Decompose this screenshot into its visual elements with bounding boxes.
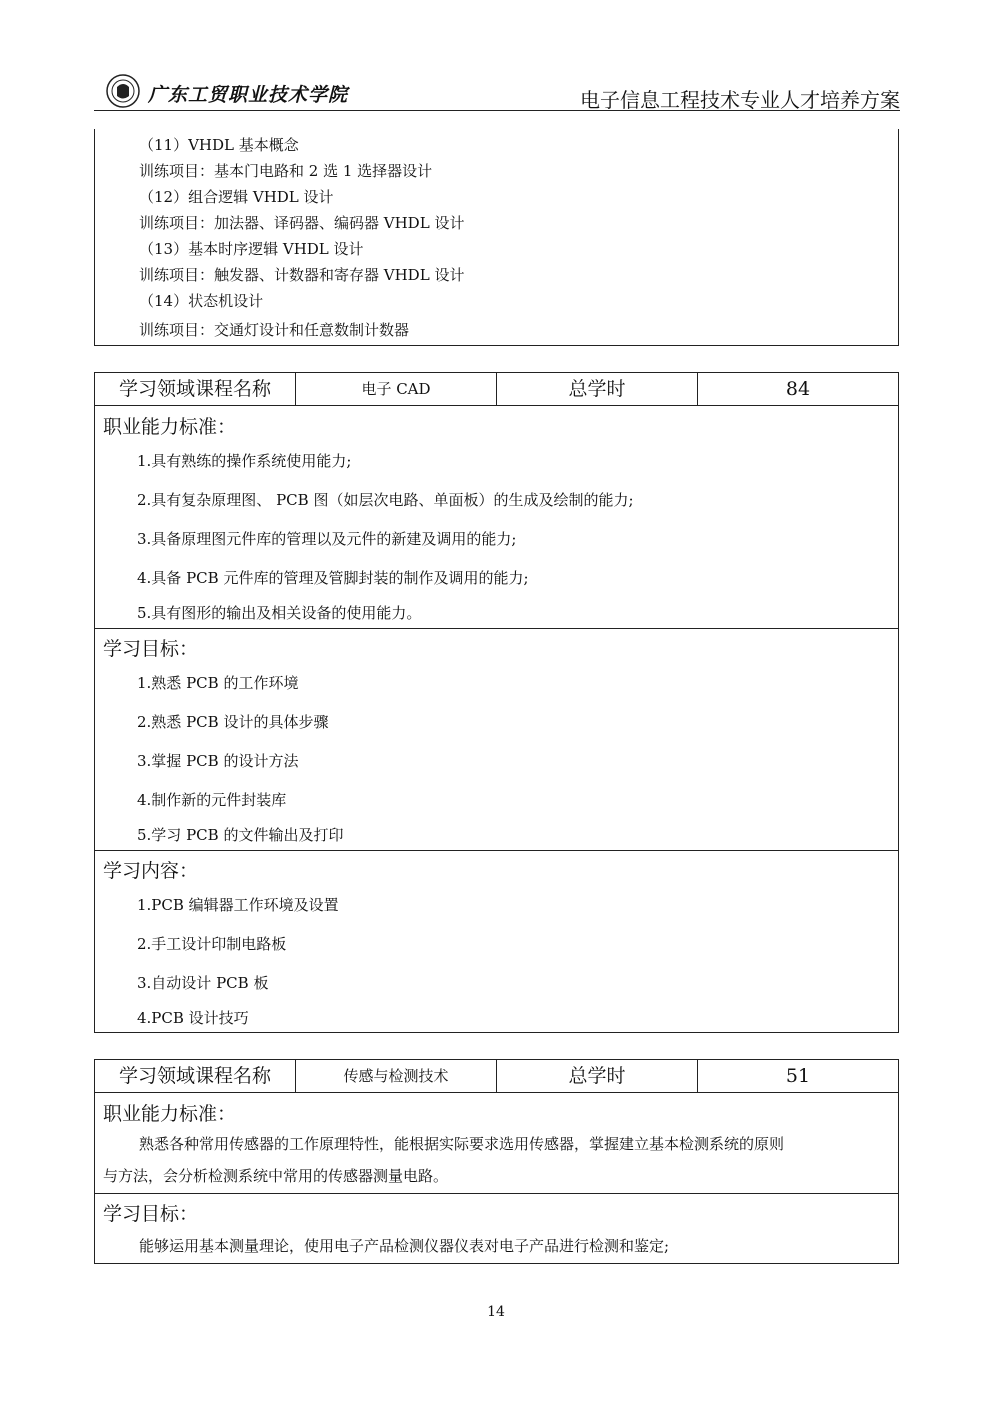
list-item: 训练项目：加法器、译码器、编码器 VHDL 设计 — [139, 214, 465, 232]
list-item: 1.熟悉 PCB 的工作环境 — [137, 674, 299, 692]
paragraph-line: 熟悉各种常用传感器的工作原理特性，能根据实际要求选用传感器，掌握建立基本检测系统的原则 — [139, 1135, 785, 1153]
total-hours-label: 总学时 — [497, 1060, 698, 1092]
list-item: 训练项目：交通灯设计和任意数制计数器 — [139, 321, 410, 339]
document-title: 电子信息工程技术专业人才培养方案 — [580, 88, 900, 112]
course-name-value: 电子 CAD — [296, 373, 497, 405]
paragraph-line: 能够运用基本测量理论，使用电子产品检测仪器仪表对电子产品进行检测和鉴定; — [139, 1237, 670, 1255]
paragraph-line: 与方法，会分析检测系统中常用的传感器测量电路。 — [103, 1167, 449, 1185]
list-item: （13）基本时序逻辑 VHDL 设计 — [139, 240, 364, 258]
list-item: 3.自动设计 PCB 板 — [137, 974, 269, 992]
course-header-row — [95, 373, 898, 406]
cad-course-table — [94, 372, 899, 1033]
sensor-course-table — [94, 1059, 899, 1264]
section-divider — [95, 850, 898, 851]
learning-goal-title: 学习目标： — [103, 638, 199, 660]
page-header — [94, 66, 900, 111]
vhdl-continuation-box — [94, 129, 899, 346]
section-divider — [95, 628, 898, 629]
course-name-value: 传感与检测技术 — [296, 1060, 497, 1092]
list-item: 4.PCB 设计技巧 — [137, 1009, 249, 1027]
school-name: 广东工贸职业技术学院 — [148, 84, 349, 106]
list-item: 3.具备原理图元件库的管理以及元件的新建及调用的能力; — [137, 530, 517, 548]
list-item: 1.PCB 编辑器工作环境及设置 — [137, 896, 339, 914]
ability-standard-title: 职业能力标准： — [103, 1103, 237, 1125]
list-item: 2.手工设计印制电路板 — [137, 935, 287, 953]
school-logo-icon — [106, 74, 140, 108]
page-number: 14 — [487, 1304, 505, 1320]
learning-goal-title: 学习目标： — [103, 1203, 199, 1225]
list-item: 5.学习 PCB 的文件输出及打印 — [137, 826, 344, 844]
list-item: 训练项目：触发器、计数器和寄存器 VHDL 设计 — [139, 266, 465, 284]
total-hours-label: 总学时 — [497, 373, 698, 405]
list-item: （11）VHDL 基本概念 — [139, 136, 299, 154]
list-item: 1.具有熟练的操作系统使用能力; — [137, 452, 352, 470]
total-hours-value: 84 — [785, 378, 811, 400]
list-item: 3.掌握 PCB 的设计方法 — [137, 752, 299, 770]
course-name-label: 学习领域课程名称 — [95, 1060, 296, 1092]
learning-content-title: 学习内容： — [103, 860, 199, 882]
list-item: 2.熟悉 PCB 设计的具体步骤 — [137, 713, 329, 731]
total-hours-value: 51 — [785, 1065, 811, 1087]
list-item: （14）状态机设计 — [139, 292, 264, 310]
section-divider — [95, 1193, 898, 1194]
list-item: 4.制作新的元件封装库 — [137, 791, 287, 809]
list-item: （12）组合逻辑 VHDL 设计 — [139, 188, 334, 206]
list-item: 2.具有复杂原理图、 PCB 图（如层次电路、单面板）的生成及绘制的能力; — [137, 491, 634, 509]
ability-standard-title: 职业能力标准： — [103, 416, 237, 438]
course-header-row — [95, 1060, 898, 1093]
list-item: 5.具有图形的输出及相关设备的使用能力。 — [137, 604, 422, 622]
list-item: 4.具备 PCB 元件库的管理及管脚封装的制作及调用的能力; — [137, 569, 529, 587]
list-item: 训练项目：基本门电路和 2 选 1 选择器设计 — [139, 162, 433, 180]
course-name-label: 学习领域课程名称 — [95, 373, 296, 405]
